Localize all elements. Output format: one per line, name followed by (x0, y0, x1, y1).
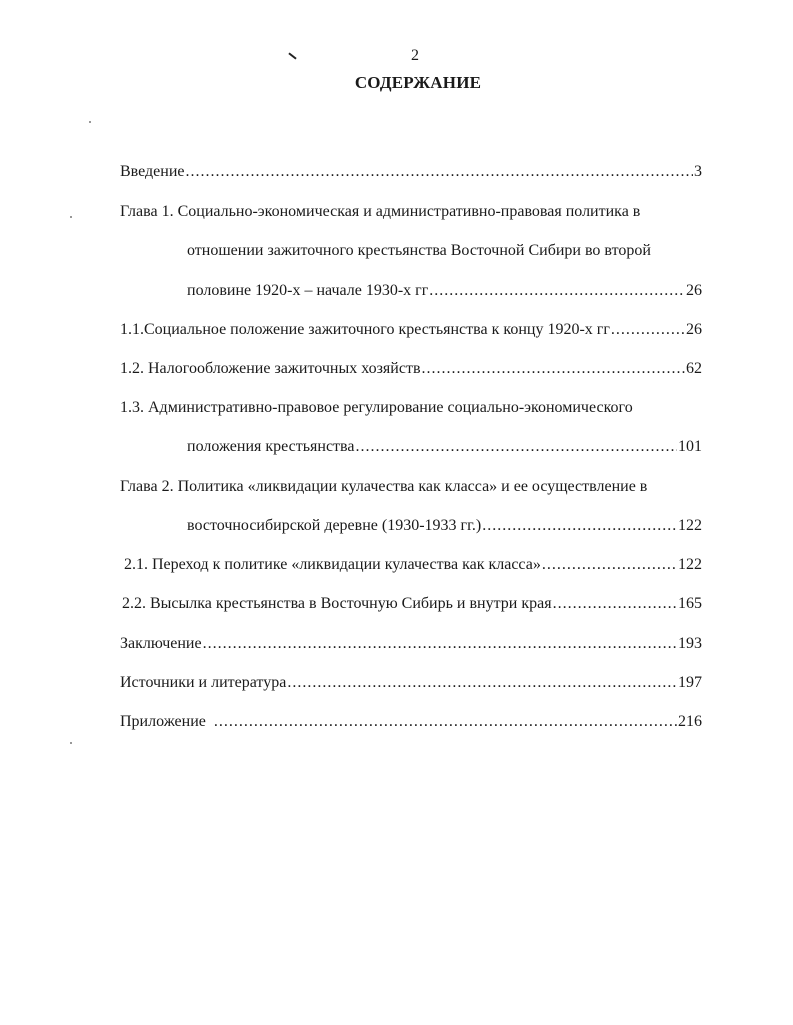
toc-entry-page: 26 (686, 282, 702, 299)
page-title: СОДЕРЖАНИЕ (354, 73, 482, 92)
toc-entry-label: восточносибирской деревне (1930-1933 гг.) (187, 517, 482, 534)
leader-dots (482, 515, 677, 537)
leader-dots (553, 593, 677, 615)
toc-entry-label: положения крестьянства (187, 438, 355, 455)
leader-dots (287, 672, 677, 694)
toc-entry-page: 26 (686, 321, 702, 338)
toc-chapter1-line1[interactable]: Глава 1. Социально-экономическая и административно-правовая политика в (120, 203, 641, 220)
toc-entry-section-2-2[interactable] (122, 593, 702, 615)
leader-dots (542, 554, 677, 576)
toc-entry-appendix[interactable] (120, 711, 702, 733)
toc-entry-page: 3 (694, 163, 702, 180)
leader-dots (611, 319, 685, 341)
toc-entry-label: Источники и литература (120, 674, 287, 691)
toc-section-1-3-line1[interactable]: 1.3. Административно-правовое регулирование социально-экономического (120, 399, 633, 416)
toc-entry-page: 101 (678, 438, 702, 455)
toc-entry-section-2-1[interactable] (124, 554, 702, 576)
toc-entry-chapter2[interactable] (187, 515, 702, 537)
leader-dots (429, 280, 685, 302)
scan-speck (70, 742, 72, 744)
toc-entry-conclusion[interactable] (120, 633, 702, 655)
toc-entry-page: 122 (678, 556, 702, 573)
scan-speck (89, 121, 91, 123)
leader-dots (186, 161, 694, 183)
toc-entry-label: 1.1.Социальное положение зажиточного крестьянства к концу 1920-х гг (120, 321, 610, 338)
page-number: 2 (411, 47, 419, 64)
toc-entry-section-1-1[interactable] (120, 319, 702, 341)
toc-entry-page: 197 (678, 674, 702, 691)
scan-speck (70, 216, 72, 218)
leader-dots (422, 358, 686, 380)
scan-mark (288, 52, 296, 59)
toc-entry-intro[interactable] (120, 161, 702, 183)
leader-dots (356, 436, 678, 458)
toc-entry-page: 62 (686, 360, 702, 377)
toc-chapter2-line1[interactable]: Глава 2. Политика «ликвидации кулачества как класса» и ее осуществление в (120, 478, 648, 495)
toc-entry-section-1-3[interactable] (187, 436, 702, 458)
toc-entry-sources[interactable] (120, 672, 702, 694)
leader-dots (214, 711, 677, 733)
toc-entry-section-1-2[interactable] (120, 358, 702, 380)
toc-entry-label: половине 1920-х – начале 1930-х гг (187, 282, 429, 299)
toc-entry-page: 193 (678, 635, 702, 652)
toc-entry-label: Приложение (120, 713, 206, 730)
toc-entry-label: 1.2. Налогообложение зажиточных хозяйств (120, 360, 421, 377)
toc-entry-label: Введение (120, 163, 185, 180)
toc-chapter1-line2[interactable]: отношении зажиточного крестьянства Восточной Сибири во второй (187, 242, 651, 259)
leader-dots (203, 633, 677, 655)
toc-entry-page: 122 (678, 517, 702, 534)
toc-entry-label: Заключение (120, 635, 202, 652)
toc-entry-label: 2.1. Переход к политике «ликвидации кулачества как класса» (124, 556, 541, 573)
toc-entry-page: 165 (678, 595, 702, 612)
toc-entry-chapter1[interactable] (187, 280, 702, 302)
toc-entry-label: 2.2. Высылка крестьянства в Восточную Сибирь и внутри края (122, 595, 552, 612)
toc-entry-page: 216 (678, 713, 702, 730)
